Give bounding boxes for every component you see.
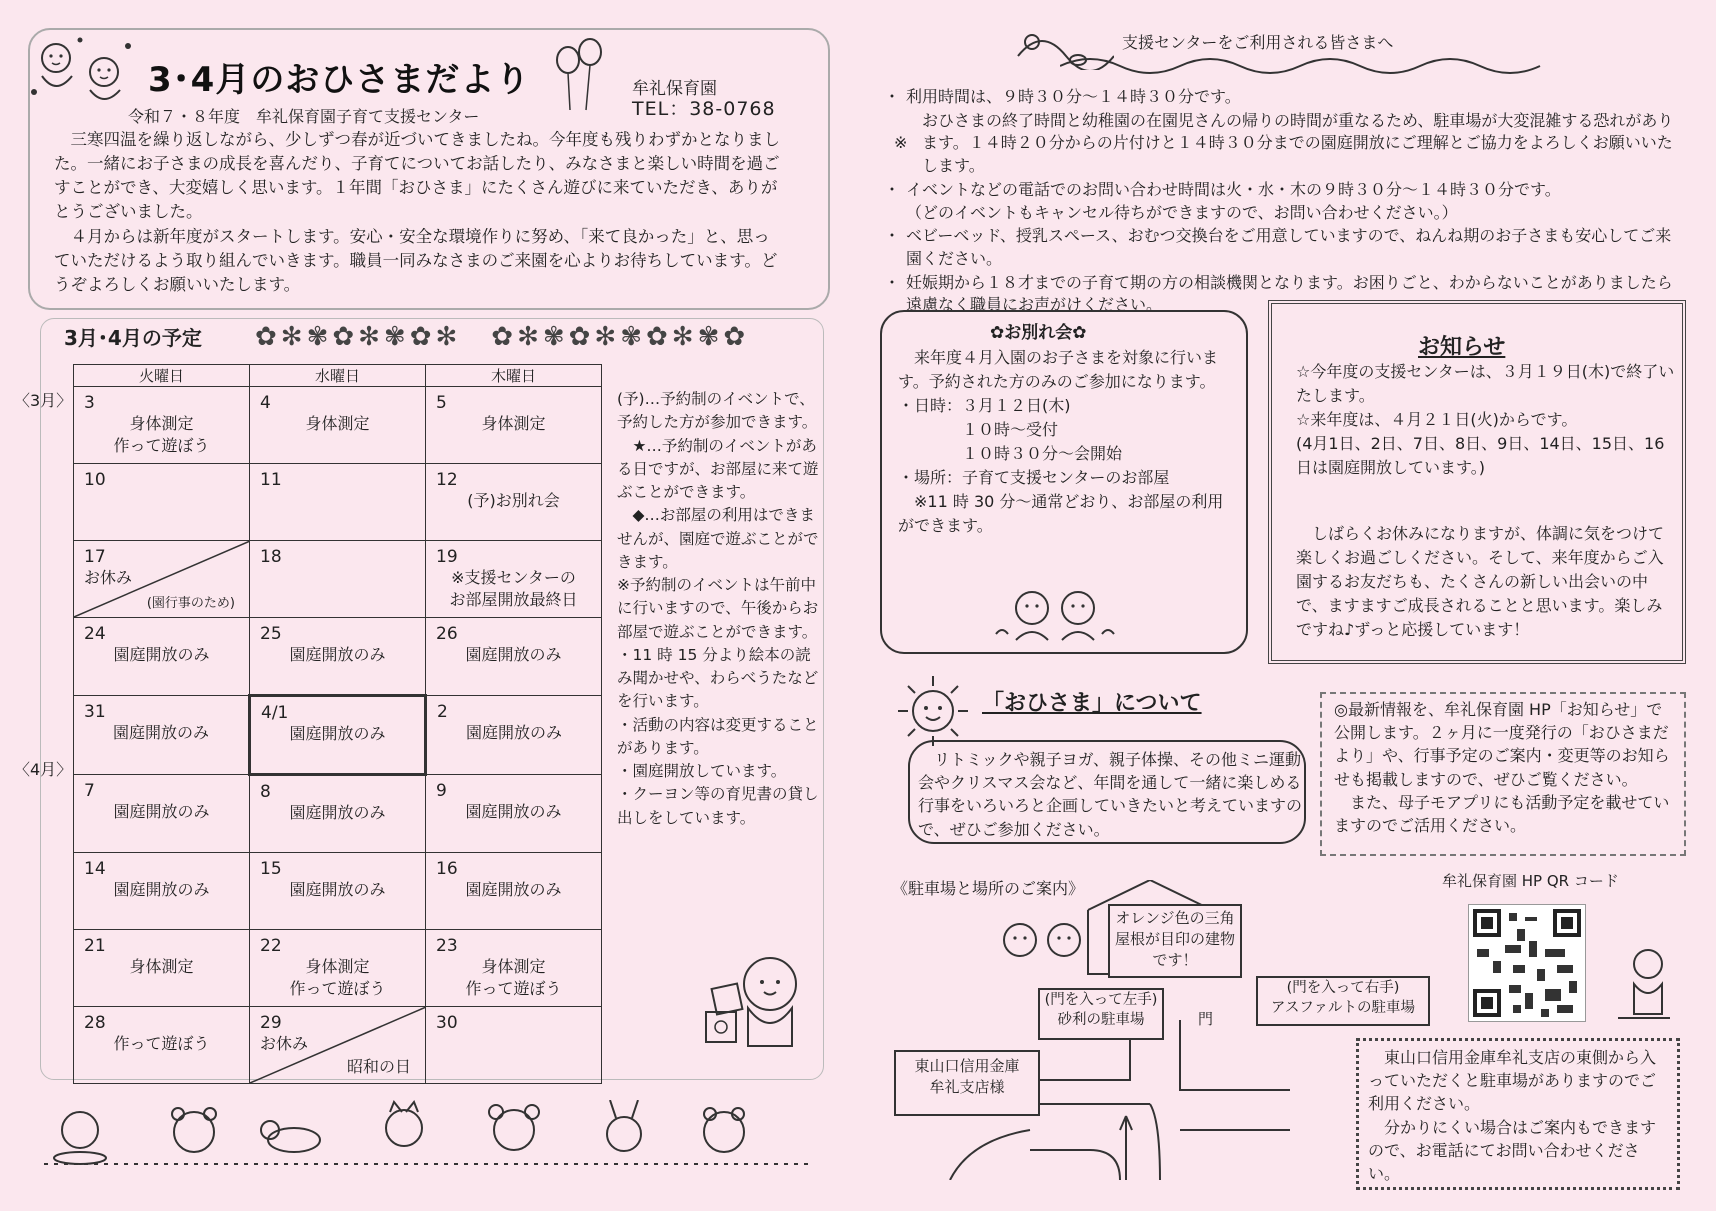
- ohisama-title: 「おひさま」について: [982, 691, 1202, 716]
- day-number: 4/1: [261, 703, 289, 723]
- calendar-week-row: [74, 1007, 602, 1084]
- building-landmark-label: オレンジ色の三角 屋根が目印の建物 です！: [1108, 904, 1242, 978]
- calendar-week-row: [74, 775, 602, 853]
- sun-icon: [894, 672, 972, 750]
- calendar-day-cell: [74, 853, 250, 930]
- rule-bullet: ※: [894, 110, 911, 153]
- rule-item: [884, 86, 1674, 109]
- calendar-day-cell: [74, 930, 250, 1007]
- day-number: 29: [260, 1013, 282, 1033]
- bank-landmark-label: 東山口信用金庫 牟礼支店様: [894, 1050, 1040, 1116]
- day-event: (予)お別れ会: [467, 491, 560, 510]
- day-number: 7: [84, 781, 95, 801]
- day-number: 12: [436, 470, 458, 490]
- rule-bullet: ・: [884, 226, 901, 246]
- calendar-day-cell: [426, 464, 602, 541]
- usage-rules: [884, 86, 1674, 318]
- calendar-day-cell: [426, 1007, 602, 1084]
- day-number: 17: [84, 547, 106, 567]
- month-label-march: 〈3月〉: [14, 391, 73, 410]
- flower-border-decoration: ✿✻✾✿✻✾✿✻ ✿✻✾✿✻✾✿✻✾✿: [255, 322, 750, 352]
- day-number: 9: [436, 781, 447, 801]
- calendar-day-cell: [250, 775, 426, 853]
- phone-number: TEL：38-0768: [632, 98, 776, 120]
- gate-label: 門: [1198, 1010, 1214, 1028]
- calendar-day-cell: [74, 1007, 250, 1084]
- calendar-week-row: [74, 696, 602, 775]
- day-number: 10: [84, 470, 106, 490]
- rule-text: 妊娠期から１８才までの子育て期の方の相談機関となります。お困りごと、わからないことがありましたら遠慮なく職員にお声がけください。: [906, 272, 1673, 315]
- header-thursday: 木曜日: [426, 365, 602, 387]
- day-number: 24: [84, 624, 106, 644]
- children-waving-illustration: [994, 916, 1092, 972]
- parking-instructions: 東山口信用金庫牟礼支店の東側から入っていただくと駐車場がありますのでご利用ください。 分かりにくい場合はご案内もできますので、お電話にてお問い合わせください。: [1368, 1048, 1657, 1183]
- day-number: 18: [260, 547, 282, 567]
- newsletter-subtitle: 令和７・８年度 牟礼保育園子育て支援センター: [128, 107, 480, 126]
- calendar-day-cell: [74, 696, 250, 775]
- intro-paragraph-2: ４月からは新年度がスタートします。安心・安全な環境作りに努め、「来て良かった」と、思っていただけるよう取り組んでいきます。職員一同みなさまのご来園を心よりお待ちしています。どうぞよろしくお願いいたします。: [54, 227, 778, 294]
- qr-code-label: 牟礼保育園 HP QR コード: [1442, 872, 1619, 890]
- day-number: 5: [436, 393, 447, 413]
- baby-with-blocks-illustration: [700, 950, 810, 1054]
- calendar-day-cell: [426, 541, 602, 618]
- calendar-day-cell: [250, 387, 426, 464]
- rule-item: [884, 179, 1674, 224]
- rule-text: おひさまの終了時間と幼稚園の在園児さんの帰りの時間が重なるため、駐車場が大変混雑する恐れがあります。１４時２０分からの片付けと１４時３０分までの園庭開放にご理解とご協力をよろしくお願いいたします。: [922, 110, 1674, 176]
- day-event-note: (園行事のため): [146, 596, 235, 611]
- calendar-day-cell: [74, 618, 250, 696]
- day-event: 身体測定 作って遊ぼう: [289, 957, 386, 999]
- children-illustration: [28, 32, 138, 110]
- calendar-day-cell: [250, 464, 426, 541]
- schedule-title: 3月･4月の予定: [64, 326, 202, 350]
- day-event: 園庭開放のみ: [289, 724, 386, 743]
- month-label-april: 〈4月〉: [14, 760, 73, 779]
- day-event: ※支援センターの お部屋開放最終日: [449, 568, 578, 610]
- day-number: 25: [260, 624, 282, 644]
- rule-text: イベントなどの電話でのお問い合わせ時間は火・水・木の９時３０分～１４時３０分です。 （どのイベントもキャンセル待ちができますので、お問い合わせください。）: [906, 179, 1561, 222]
- day-event-note: 昭和の日: [346, 1057, 411, 1076]
- rules-heading: 支援センターをご利用される皆さまへ: [1122, 33, 1394, 52]
- notice-title: お知らせ: [1418, 335, 1506, 360]
- calendar-day-cell: [250, 618, 426, 696]
- notice-details: ☆今年度の支援センターは、３月１９日(木)で終了いたします。 ☆来年度は、４月２１日(火)からです。 (4月1日、2日、7日、8日、9日、14日、15日、16日は園庭開放しています。): [1296, 362, 1675, 477]
- rule-bullet: ・: [884, 272, 901, 292]
- child-on-swing-illustration: [1608, 944, 1682, 1020]
- calendar-day-cell: [426, 775, 602, 853]
- website-info: ◎最新情報を、牟礼保育園 HP「お知らせ」で公開します。２ヶ月に一度発行の「おひさまだより」や、行事予定のご案内・変更等のお知らせも掲載しますので、ぜひご覧ください。 また、母子モアプリにも活動予定を載せていますのでご活用ください。: [1334, 700, 1670, 835]
- day-event: 身体測定 作って遊ぼう: [465, 957, 562, 999]
- balloons-illustration: [552, 38, 608, 112]
- rule-item: [884, 225, 1674, 270]
- calendar-day-cell: [426, 853, 602, 930]
- calendar-day-cell: [250, 1007, 426, 1084]
- day-number: 2: [437, 702, 448, 722]
- day-number: 15: [260, 859, 282, 879]
- header-tuesday: 火曜日: [74, 365, 250, 387]
- notice-message: しばらくお休みになりますが、体調に気をつけて楽しくお過ごしください。そして、来年度からご入園するお友だちも、たくさんの新しい出会いの中で、ますますご成長されることと思います。楽しみですね♪ずっと応援しています！: [1296, 524, 1665, 639]
- qr-code[interactable]: [1468, 904, 1586, 1022]
- day-number: 11: [260, 470, 282, 490]
- day-event: 園庭開放のみ: [112, 723, 209, 742]
- farewell-details: 来年度４月入園のお子さまを対象に行います。予約された方のみのご参加になります。 ・日時：３月１２日(木) １０時～受付 １０時３０分～会開始 ・場所：子育て支援センターのお部屋 ※11 時 30 分～通常どおり、お部屋の利用ができます。: [898, 348, 1224, 535]
- day-event: 園庭開放のみ: [465, 645, 562, 664]
- calendar-day-cell: [74, 541, 250, 618]
- day-event: お休み: [260, 1034, 309, 1053]
- day-number: 30: [436, 1013, 458, 1033]
- farewell-title: ✿お別れ会✿: [990, 323, 1087, 343]
- day-number: 16: [436, 859, 458, 879]
- day-event: 身体測定 作って遊ぼう: [113, 414, 210, 456]
- calendar-week-row: [74, 541, 602, 618]
- header-wednesday: 水曜日: [250, 365, 426, 387]
- day-event: 身体測定: [305, 414, 370, 433]
- schedule-legend: (予)…予約制のイベントで、予約した方が参加できます。 ★…予約制のイベントがある日ですが、お部屋に来て遊ぶことができます。 ◆…お部屋の利用はできませんが、園庭で遊ぶことができます。 ※予約制のイベントは午前中に行いますので、午後からお部屋で遊ぶことができます。 ・11 時 15 分より絵本の読み聞かせや、わらべうたなどを行います。 ・活動の内容は変更することがあります。 ・園庭開放しています。 ・クーヨン等の育児書の貸し出しをしています。: [617, 390, 819, 827]
- day-event: 園庭開放のみ: [465, 802, 562, 821]
- day-number: 8: [260, 782, 271, 802]
- calendar-day-cell: [250, 930, 426, 1007]
- day-event: 園庭開放のみ: [289, 803, 386, 822]
- calendar-week-row: [74, 464, 602, 541]
- calendar-week-row: [74, 387, 602, 464]
- day-number: 31: [84, 702, 106, 722]
- day-number: 3: [84, 393, 95, 413]
- rule-text: 利用時間は、９時３０分～１４時３０分です。: [906, 87, 1241, 106]
- day-event: 園庭開放のみ: [289, 645, 386, 664]
- calendar-day-cell: [74, 387, 250, 464]
- schedule-calendar: [73, 364, 602, 1084]
- day-event: 身体測定: [481, 414, 546, 433]
- rule-text: ベビーベッド、授乳スペース、おむつ交換台をご用意していますので、ねんね期のお子さまも安心してご来園ください。: [906, 226, 1672, 269]
- day-number: 28: [84, 1013, 106, 1033]
- ohisama-description: リトミックや親子ヨガ、親子体操、その他ミニ運動会やクリスマス会など、年間を通して一緒に楽しめる行事をいろいろと企画していきたいと考えていますので、ぜひご参加ください。: [918, 750, 1303, 839]
- calendar-week-row: [74, 930, 602, 1007]
- asphalt-parking-label: (門を入って右手) アスファルトの駐車場: [1256, 976, 1430, 1026]
- newsletter-title: 3･4月のおひさまだより: [148, 60, 531, 100]
- calendar-day-cell: [250, 696, 426, 775]
- calendar-day-cell: [74, 464, 250, 541]
- day-number: 23: [436, 936, 458, 956]
- calendar-day-cell: [426, 618, 602, 696]
- day-event: 園庭開放のみ: [465, 723, 562, 742]
- gravel-parking-label: (門を入って左手) 砂利の駐車場: [1038, 988, 1164, 1040]
- calendar-day-cell: [426, 696, 602, 775]
- day-number: 22: [260, 936, 282, 956]
- day-event: 園庭開放のみ: [113, 645, 210, 664]
- rule-bullet: ・: [884, 87, 901, 106]
- intro-paragraph: 三寒四温を繰り返しながら、少しずつ春が近づいてきましたね。今年度も残りわずかとなりました。一緒にお子さまの成長を喜んだり、子育てについてお話したり、みなさまと楽しい時間を過ごすことができ、大変嬉しく思います。１年間「おひさま」にたくさん遊びに来ていただき、ありがとうございました。: [54, 130, 780, 221]
- day-event: 作って遊ぼう: [113, 1034, 210, 1053]
- animal-parade-illustration: [44, 1100, 814, 1170]
- day-event: 園庭開放のみ: [289, 880, 386, 899]
- day-number: 19: [436, 547, 458, 567]
- parking-guide-title: 《駐車場と場所のご案内》: [892, 879, 1085, 898]
- calendar-week-row: [74, 853, 602, 930]
- children-holding-hands-illustration: [990, 584, 1120, 648]
- calendar-day-cell: [250, 541, 426, 618]
- day-event: 園庭開放のみ: [113, 880, 210, 899]
- day-event: お休み: [84, 568, 133, 587]
- day-number: 21: [84, 936, 106, 956]
- calendar-week-row: [74, 618, 602, 696]
- school-name: 牟礼保育園: [632, 79, 717, 99]
- calendar-day-cell: [250, 853, 426, 930]
- day-number: 14: [84, 859, 106, 879]
- day-event: 園庭開放のみ: [465, 880, 562, 899]
- calendar-day-cell: [74, 775, 250, 853]
- vine-decoration-right: [1060, 52, 1560, 78]
- day-number: 4: [260, 393, 271, 413]
- calendar-day-cell: [426, 930, 602, 1007]
- day-event: 園庭開放のみ: [113, 802, 210, 821]
- day-event: 身体測定: [129, 957, 194, 976]
- day-number: 26: [436, 624, 458, 644]
- rule-bullet: ・: [884, 179, 901, 199]
- rule-item: [884, 110, 1674, 178]
- calendar-day-cell: [426, 387, 602, 464]
- calendar-header-row: [74, 365, 602, 387]
